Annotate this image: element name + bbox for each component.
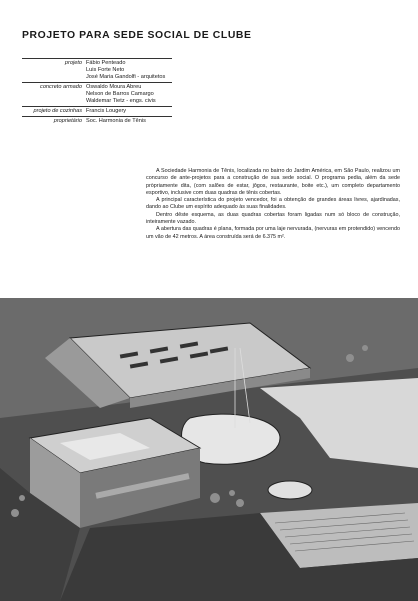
paragraph: A abertura das quadras é plana, formada por uma laje nervurada, (nervuras em protendido) vencendo um vão de 42 metros. A área construída será de 6.375 m². <box>146 226 400 240</box>
credit-names <box>86 84 172 105</box>
credit-name: Nelson de Barros Camargo <box>86 91 154 97</box>
credit-row <box>22 82 172 105</box>
credit-row <box>22 106 172 115</box>
model-illustration <box>0 298 418 601</box>
page-title: PROJETO PARA SEDE SOCIAL DE CLUBE <box>22 30 252 41</box>
credit-role: projeto de cozinhas <box>33 108 82 114</box>
description-text <box>146 168 400 241</box>
credit-row <box>22 58 172 81</box>
credits-table <box>22 58 172 126</box>
credit-name: Oswaldo Moura Abreu <box>86 84 142 90</box>
paragraph: A principal característica do projeto vencedor, foi a obtenção de grandes áreas livres, ajardinadas, dando ao Clube um espírito adequado às suas finalidades. <box>146 197 400 211</box>
credit-role: concreto armado <box>40 84 82 90</box>
credit-role: proprietário <box>53 118 82 124</box>
paragraph: A Sociedade Harmonia de Tênis, localizada no bairro do Jardim América, em São Paulo, realizou um concurso de ante-projetos para a construção de sua sede social. O programa pedia, além da sede pròpriamente dita, (com salões de estar, jôgos, restaurante, boite etc.), um completo departamento esportivo, inclusive com duas quadras de tênis cobertas. <box>146 168 400 196</box>
paragraph: Dentro dêste esquema, as duas quadras cobertas foram ligadas num só bloco de construção, inteiramente vazado. <box>146 211 400 226</box>
credit-name: Waldemar Tietz - engs. civis <box>86 98 156 104</box>
credit-names <box>86 118 172 125</box>
credit-name: Fábio Penteado <box>86 60 126 66</box>
credit-name: Francis Lougery <box>86 108 127 114</box>
credit-row <box>22 116 172 125</box>
model-photograph <box>0 298 418 601</box>
credit-names <box>86 60 172 81</box>
credit-role: projeto <box>64 60 82 66</box>
credit-name: José Maria Gandolfi - arquitetos <box>86 74 166 80</box>
credit-names <box>86 108 172 115</box>
credit-name: Soc. Harmonia de Tênis <box>86 118 146 124</box>
credit-name: Luis Forte Neto <box>86 67 125 73</box>
